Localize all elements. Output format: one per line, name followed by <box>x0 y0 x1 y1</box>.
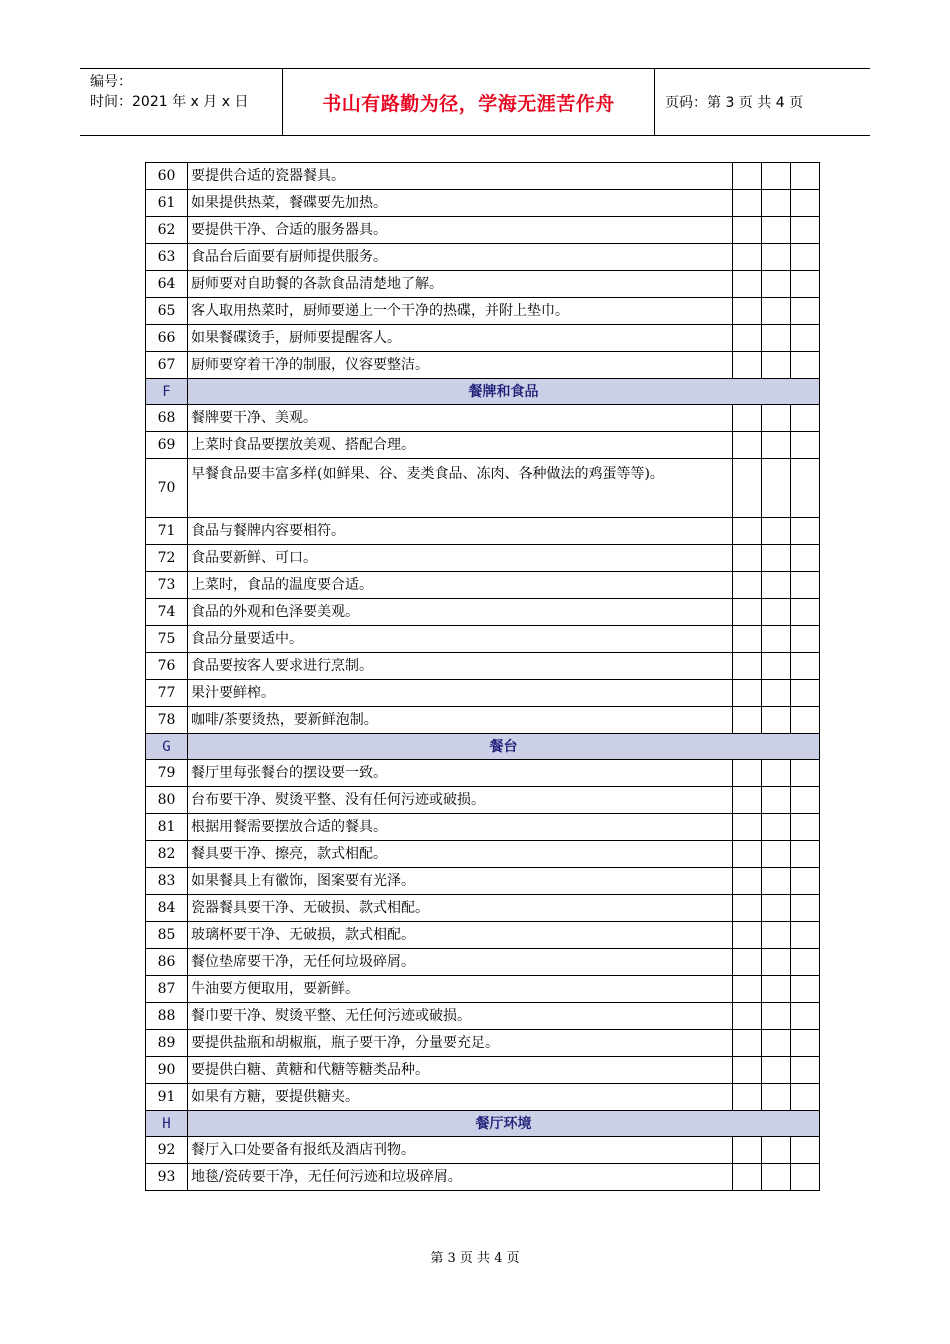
item-description: 如果提供热菜，餐碟要先加热。 <box>188 190 733 217</box>
check-cell[interactable] <box>791 244 820 271</box>
item-number: 92 <box>146 1137 188 1164</box>
check-cell[interactable] <box>762 572 791 599</box>
check-cell[interactable] <box>762 271 791 298</box>
item-number: 74 <box>146 599 188 626</box>
check-cell[interactable] <box>791 868 820 895</box>
check-cell[interactable] <box>733 1137 762 1164</box>
item-description: 上菜时食品要摆放美观、搭配合理。 <box>188 432 733 459</box>
check-cell[interactable] <box>762 1084 791 1111</box>
check-cell[interactable] <box>762 325 791 352</box>
check-cell[interactable] <box>733 599 762 626</box>
section-letter: F <box>146 379 188 405</box>
item-description: 食品的外观和色泽要美观。 <box>188 599 733 626</box>
check-cell[interactable] <box>733 626 762 653</box>
item-number: 79 <box>146 760 188 787</box>
check-cell[interactable] <box>791 1057 820 1084</box>
header-motto: 书山有路勤为径，学海无涯苦作舟 <box>322 92 615 115</box>
item-description: 早餐食品要丰富多样(如鲜果、谷、麦类食品、冻肉、各种做法的鸡蛋等等)。 <box>188 459 733 518</box>
table-row <box>146 680 820 707</box>
checklist-table <box>145 162 820 1191</box>
item-description: 厨师要穿着干净的制服，仪容要整洁。 <box>188 352 733 379</box>
check-cell[interactable] <box>762 1057 791 1084</box>
item-description: 食品与餐牌内容要相符。 <box>188 518 733 545</box>
item-number: 67 <box>146 352 188 379</box>
section-title: 餐台 <box>188 734 820 760</box>
item-description: 如果餐碟烫手，厨师要提醒客人。 <box>188 325 733 352</box>
item-description: 餐位垫席要干净，无任何垃圾碎屑。 <box>188 949 733 976</box>
item-number: 69 <box>146 432 188 459</box>
table-row <box>146 922 820 949</box>
check-cell[interactable] <box>791 1084 820 1111</box>
item-number: 91 <box>146 1084 188 1111</box>
table-row <box>146 787 820 814</box>
header-meta <box>80 69 283 135</box>
table-row <box>146 626 820 653</box>
item-number: 63 <box>146 244 188 271</box>
check-cell[interactable] <box>791 599 820 626</box>
item-number: 81 <box>146 814 188 841</box>
item-description: 客人取用热菜时，厨师要递上一个干净的热碟，并附上垫巾。 <box>188 298 733 325</box>
check-cell[interactable] <box>762 868 791 895</box>
check-cell[interactable] <box>733 163 762 190</box>
check-cell[interactable] <box>791 787 820 814</box>
item-number: 78 <box>146 707 188 734</box>
item-description: 台布要干净、熨烫平整、没有任何污迹或破损。 <box>188 787 733 814</box>
table-row <box>146 1030 820 1057</box>
check-cell[interactable] <box>791 163 820 190</box>
check-cell[interactable] <box>762 1137 791 1164</box>
check-cell[interactable] <box>791 814 820 841</box>
check-cell[interactable] <box>733 459 762 518</box>
check-cell[interactable] <box>733 1030 762 1057</box>
item-description: 食品台后面要有厨师提供服务。 <box>188 244 733 271</box>
check-cell[interactable] <box>791 217 820 244</box>
table-row <box>146 868 820 895</box>
check-cell[interactable] <box>791 518 820 545</box>
item-number: 64 <box>146 271 188 298</box>
check-cell[interactable] <box>733 545 762 572</box>
check-cell[interactable] <box>733 976 762 1003</box>
check-cell[interactable] <box>762 760 791 787</box>
check-cell[interactable] <box>762 814 791 841</box>
page-header <box>80 68 870 136</box>
item-number: 75 <box>146 626 188 653</box>
table-row <box>146 244 820 271</box>
table-row <box>146 653 820 680</box>
check-cell[interactable] <box>791 976 820 1003</box>
item-number: 72 <box>146 545 188 572</box>
item-number: 80 <box>146 787 188 814</box>
check-cell[interactable] <box>733 405 762 432</box>
section-header-row <box>146 379 820 405</box>
item-number: 89 <box>146 1030 188 1057</box>
check-cell[interactable] <box>791 653 820 680</box>
item-description: 厨师要对自助餐的各款食品清楚地了解。 <box>188 271 733 298</box>
item-description: 如果有方糖，要提供糖夹。 <box>188 1084 733 1111</box>
table-row <box>146 190 820 217</box>
check-cell[interactable] <box>762 459 791 518</box>
check-cell[interactable] <box>733 707 762 734</box>
item-description: 餐厅里每张餐台的摆设要一致。 <box>188 760 733 787</box>
check-cell[interactable] <box>762 707 791 734</box>
table-row <box>146 814 820 841</box>
check-cell[interactable] <box>791 922 820 949</box>
table-row <box>146 895 820 922</box>
item-description: 食品要新鲜、可口。 <box>188 545 733 572</box>
check-cell[interactable] <box>791 459 820 518</box>
table-row <box>146 841 820 868</box>
table-row <box>146 1137 820 1164</box>
check-cell[interactable] <box>733 1084 762 1111</box>
table-row <box>146 545 820 572</box>
page-footer: 第 3 页 共 4 页 <box>430 1251 520 1266</box>
item-number: 86 <box>146 949 188 976</box>
check-cell[interactable] <box>733 518 762 545</box>
item-description: 餐巾要干净、熨烫平整、无任何污迹或破损。 <box>188 1003 733 1030</box>
table-row <box>146 599 820 626</box>
item-description: 食品要按客人要求进行烹制。 <box>188 653 733 680</box>
check-cell[interactable] <box>733 868 762 895</box>
header-page-info: 页码：第 3 页 共 4 页 <box>665 95 804 111</box>
check-cell[interactable] <box>762 949 791 976</box>
check-cell[interactable] <box>791 760 820 787</box>
check-cell[interactable] <box>791 949 820 976</box>
table-row <box>146 1084 820 1111</box>
item-number: 73 <box>146 572 188 599</box>
check-cell[interactable] <box>733 271 762 298</box>
item-description: 食品分量要适中。 <box>188 626 733 653</box>
section-letter: G <box>146 734 188 760</box>
item-description: 果汁要鲜榨。 <box>188 680 733 707</box>
check-cell[interactable] <box>762 653 791 680</box>
check-cell[interactable] <box>791 572 820 599</box>
item-number: 83 <box>146 868 188 895</box>
check-cell[interactable] <box>733 949 762 976</box>
document-time-label: 时间：2021 年 x 月 x 日 <box>90 94 249 110</box>
check-cell[interactable] <box>762 518 791 545</box>
table-row <box>146 405 820 432</box>
document-number-label: 编号： <box>90 74 132 90</box>
check-cell[interactable] <box>791 190 820 217</box>
check-cell[interactable] <box>762 190 791 217</box>
check-cell[interactable] <box>733 841 762 868</box>
table-row <box>146 976 820 1003</box>
check-cell[interactable] <box>733 814 762 841</box>
check-cell[interactable] <box>791 545 820 572</box>
table-row <box>146 217 820 244</box>
item-description: 餐厅入口处要备有报纸及酒店刊物。 <box>188 1137 733 1164</box>
check-cell[interactable] <box>762 298 791 325</box>
check-cell[interactable] <box>762 787 791 814</box>
item-number: 82 <box>146 841 188 868</box>
check-cell[interactable] <box>791 1137 820 1164</box>
item-number: 85 <box>146 922 188 949</box>
table-row <box>146 707 820 734</box>
item-description: 咖啡/茶要烫热，要新鲜泡制。 <box>188 707 733 734</box>
check-cell[interactable] <box>733 680 762 707</box>
item-number: 93 <box>146 1164 188 1191</box>
check-cell[interactable] <box>733 298 762 325</box>
check-cell[interactable] <box>791 895 820 922</box>
check-cell[interactable] <box>791 707 820 734</box>
check-cell[interactable] <box>733 1164 762 1191</box>
check-cell[interactable] <box>791 325 820 352</box>
table-row <box>146 325 820 352</box>
table-row <box>146 459 820 518</box>
item-description: 玻璃杯要干净、无破损，款式相配。 <box>188 922 733 949</box>
item-description: 要提供干净、合适的服务器具。 <box>188 217 733 244</box>
table-row <box>146 760 820 787</box>
check-cell[interactable] <box>762 895 791 922</box>
check-cell[interactable] <box>733 653 762 680</box>
check-cell[interactable] <box>733 352 762 379</box>
check-cell[interactable] <box>733 787 762 814</box>
check-cell[interactable] <box>762 841 791 868</box>
section-title: 餐牌和食品 <box>188 379 820 405</box>
check-cell[interactable] <box>791 680 820 707</box>
table-row <box>146 352 820 379</box>
check-cell[interactable] <box>762 1030 791 1057</box>
item-number: 84 <box>146 895 188 922</box>
check-cell[interactable] <box>733 432 762 459</box>
table-row <box>146 1003 820 1030</box>
table-row <box>146 163 820 190</box>
item-number: 66 <box>146 325 188 352</box>
item-description: 要提供白糖、黄糖和代糖等糖类品种。 <box>188 1057 733 1084</box>
item-number: 88 <box>146 1003 188 1030</box>
header-motto-cell <box>283 69 655 135</box>
check-cell[interactable] <box>733 922 762 949</box>
check-cell[interactable] <box>733 217 762 244</box>
table-row <box>146 1057 820 1084</box>
item-description: 瓷器餐具要干净、无破损、款式相配。 <box>188 895 733 922</box>
table-row <box>146 572 820 599</box>
check-cell[interactable] <box>733 760 762 787</box>
item-number: 70 <box>146 459 188 518</box>
check-cell[interactable] <box>762 626 791 653</box>
check-cell[interactable] <box>733 895 762 922</box>
item-number: 62 <box>146 217 188 244</box>
item-number: 77 <box>146 680 188 707</box>
table-row <box>146 949 820 976</box>
item-number: 61 <box>146 190 188 217</box>
item-number: 68 <box>146 405 188 432</box>
check-cell[interactable] <box>762 1164 791 1191</box>
check-cell[interactable] <box>733 1057 762 1084</box>
item-description: 餐具要干净、擦亮，款式相配。 <box>188 841 733 868</box>
check-cell[interactable] <box>791 298 820 325</box>
check-cell[interactable] <box>791 432 820 459</box>
check-cell[interactable] <box>762 244 791 271</box>
table-row <box>146 298 820 325</box>
item-number: 60 <box>146 163 188 190</box>
table-row <box>146 432 820 459</box>
item-number: 90 <box>146 1057 188 1084</box>
table-row <box>146 518 820 545</box>
item-description: 要提供盐瓶和胡椒瓶，瓶子要干净，分量要充足。 <box>188 1030 733 1057</box>
item-description: 要提供合适的瓷器餐具。 <box>188 163 733 190</box>
section-header-row <box>146 1111 820 1137</box>
check-cell[interactable] <box>791 841 820 868</box>
checklist-body <box>146 163 820 1191</box>
check-cell[interactable] <box>762 922 791 949</box>
check-cell[interactable] <box>733 190 762 217</box>
table-row <box>146 271 820 298</box>
item-description: 如果餐具上有徽饰，图案要有光泽。 <box>188 868 733 895</box>
check-cell[interactable] <box>762 599 791 626</box>
check-cell[interactable] <box>762 432 791 459</box>
check-cell[interactable] <box>762 1003 791 1030</box>
section-letter: H <box>146 1111 188 1137</box>
check-cell[interactable] <box>791 352 820 379</box>
item-description: 根据用餐需要摆放合适的餐具。 <box>188 814 733 841</box>
check-cell[interactable] <box>791 405 820 432</box>
check-cell[interactable] <box>733 572 762 599</box>
check-cell[interactable] <box>762 163 791 190</box>
check-cell[interactable] <box>762 976 791 1003</box>
check-cell[interactable] <box>791 1030 820 1057</box>
check-cell[interactable] <box>762 545 791 572</box>
item-number: 76 <box>146 653 188 680</box>
item-number: 71 <box>146 518 188 545</box>
table-row <box>146 1164 820 1191</box>
section-title: 餐厅环境 <box>188 1111 820 1137</box>
check-cell[interactable] <box>791 626 820 653</box>
item-number: 65 <box>146 298 188 325</box>
item-description: 餐牌要干净、美观。 <box>188 405 733 432</box>
item-description: 牛油要方便取用，要新鲜。 <box>188 976 733 1003</box>
check-cell[interactable] <box>733 244 762 271</box>
check-cell[interactable] <box>762 217 791 244</box>
check-cell[interactable] <box>733 1003 762 1030</box>
item-description: 地毯/瓷砖要干净，无任何污迹和垃圾碎屑。 <box>188 1164 733 1191</box>
check-cell[interactable] <box>791 1164 820 1191</box>
item-number: 87 <box>146 976 188 1003</box>
check-cell[interactable] <box>762 680 791 707</box>
check-cell[interactable] <box>733 325 762 352</box>
check-cell[interactable] <box>762 405 791 432</box>
check-cell[interactable] <box>762 352 791 379</box>
check-cell[interactable] <box>791 1003 820 1030</box>
section-header-row <box>146 734 820 760</box>
item-description: 上菜时，食品的温度要合适。 <box>188 572 733 599</box>
check-cell[interactable] <box>791 271 820 298</box>
